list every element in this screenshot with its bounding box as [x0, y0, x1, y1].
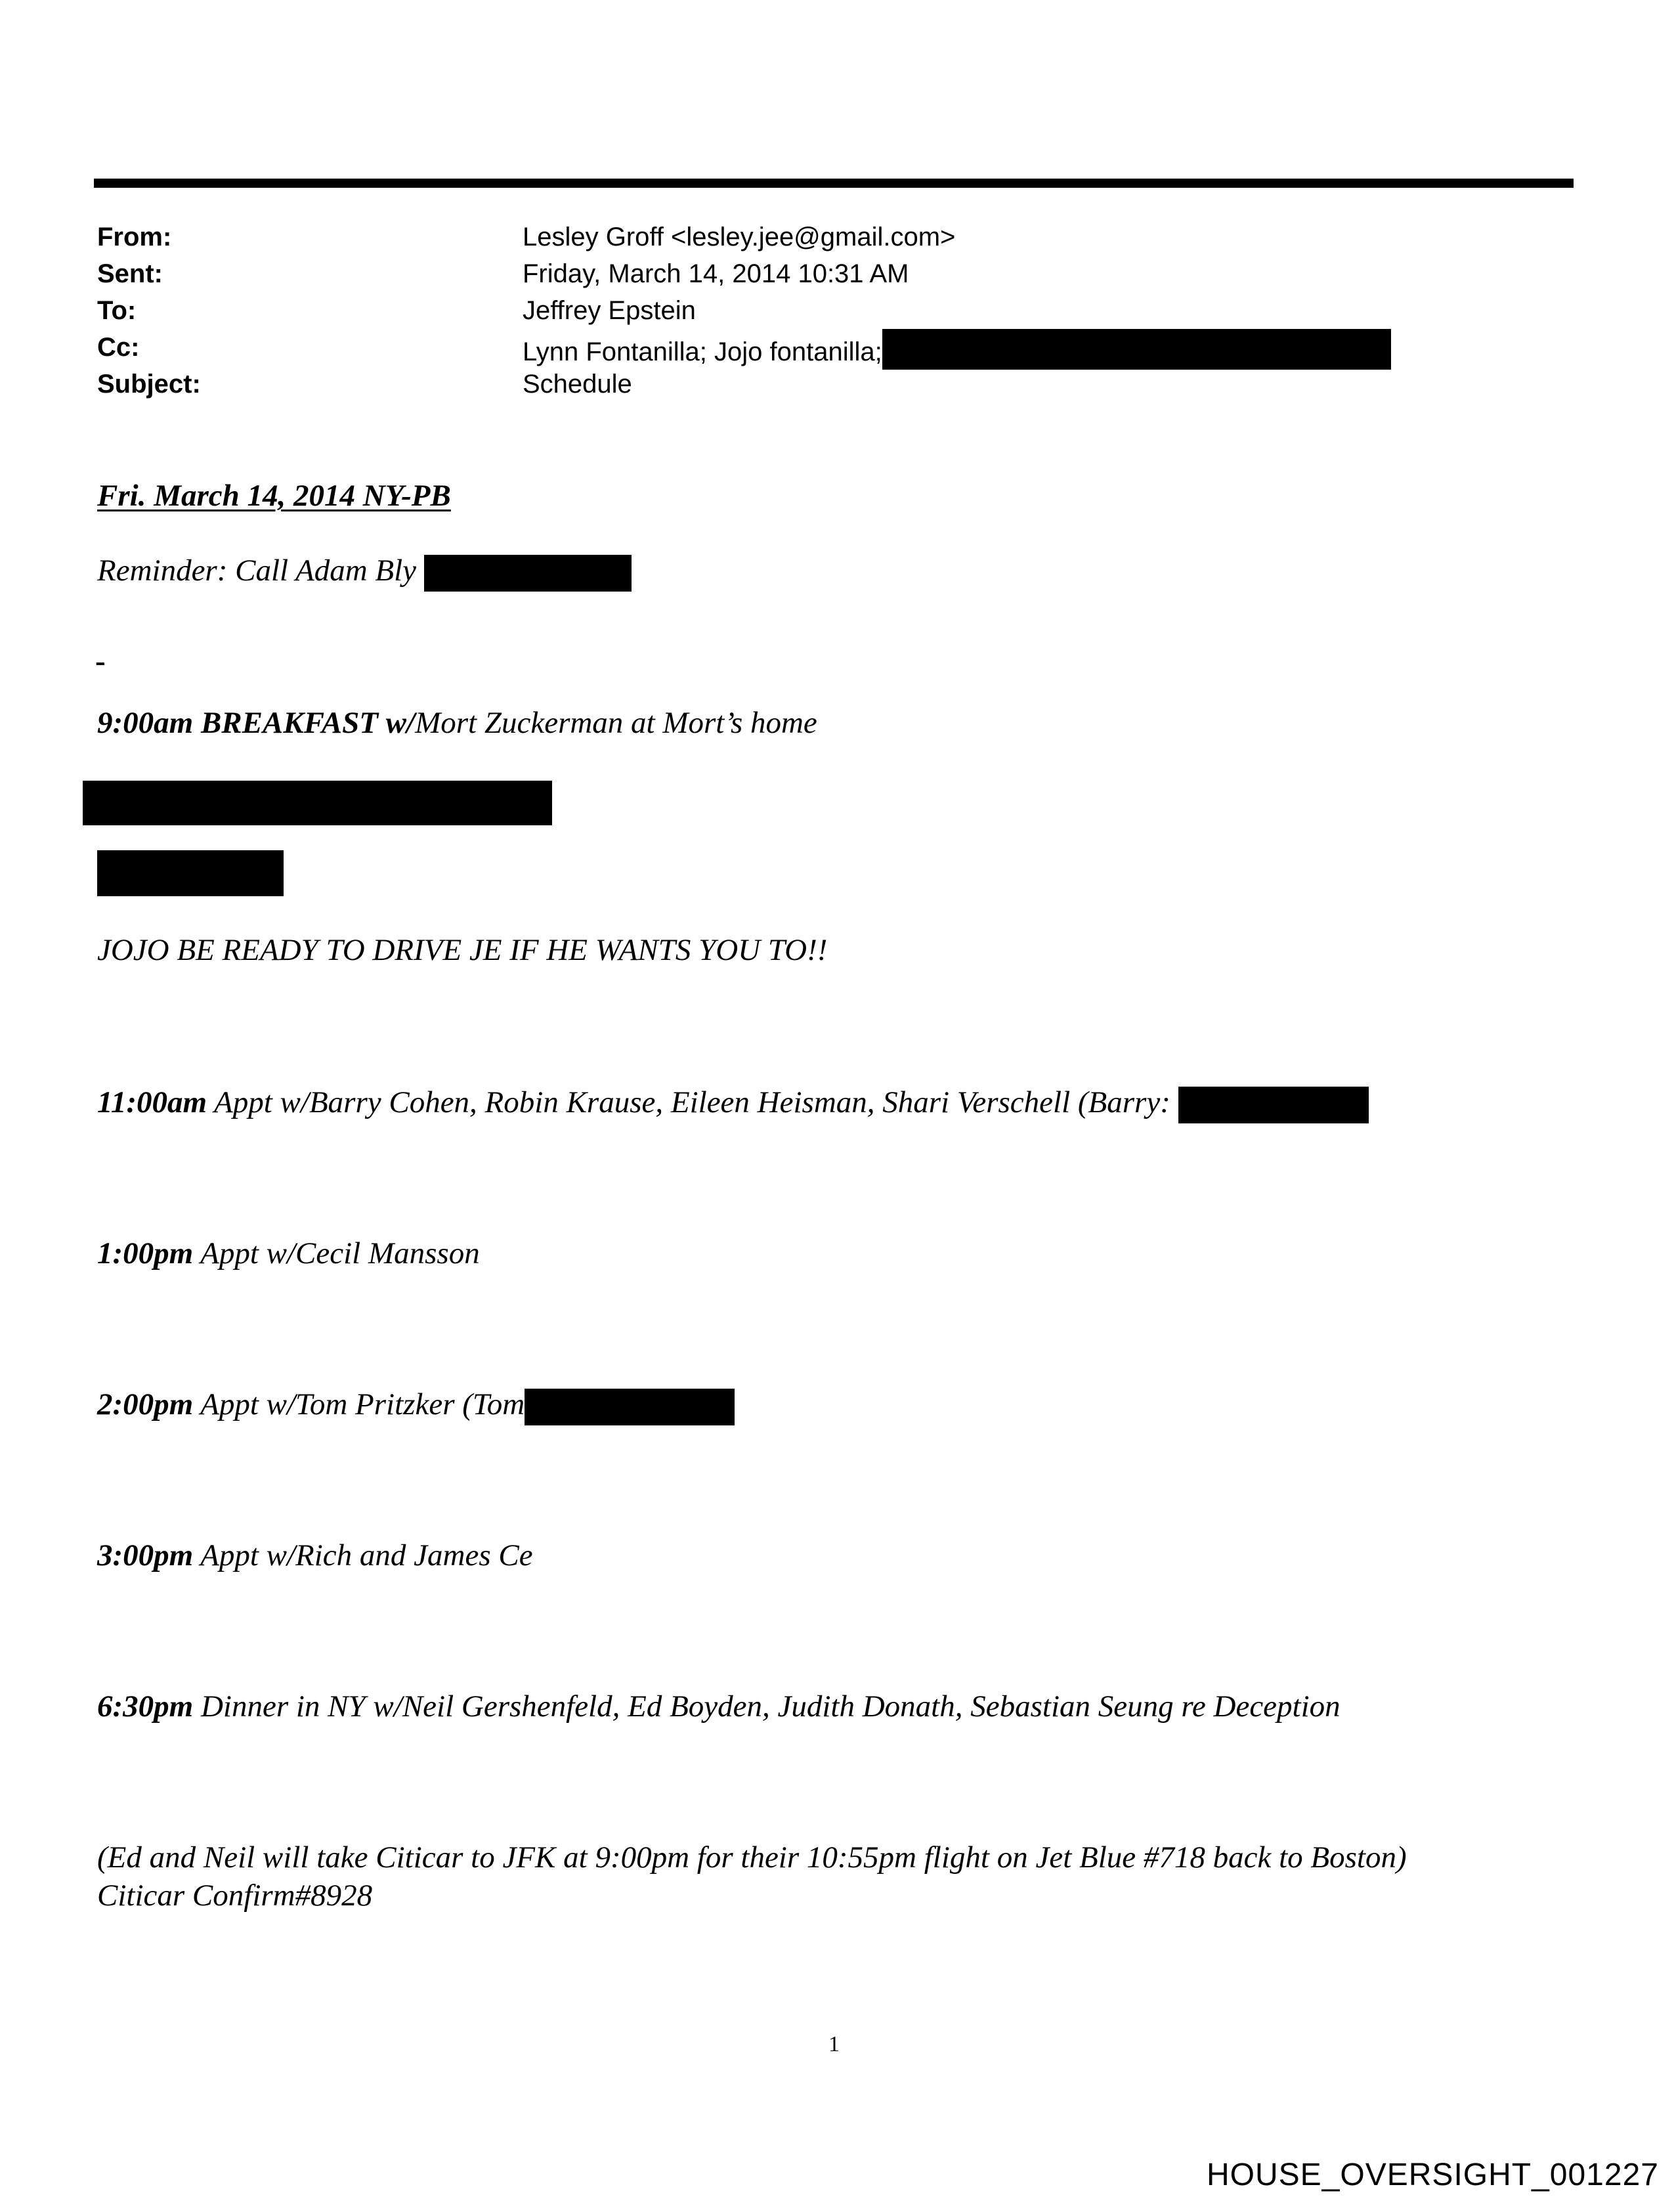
- bates-number: HOUSE_OVERSIGHT_001227: [1207, 2158, 1659, 2192]
- appt-200-line: [97, 1385, 735, 1425]
- appt-100-line: [97, 1234, 480, 1272]
- appt-1100-redaction: [1178, 1087, 1369, 1123]
- appt-100-time: 1:00pm: [97, 1236, 194, 1270]
- appt-300-time: 3:00pm: [97, 1538, 194, 1572]
- appt-1100-time: 11:00am: [97, 1085, 207, 1119]
- redaction-block-1: [83, 781, 552, 825]
- to-label: To:: [97, 296, 137, 325]
- subject-label: Subject:: [97, 370, 201, 399]
- sent-label: Sent:: [97, 259, 163, 288]
- appt-300-line: [97, 1536, 533, 1574]
- from-value: Lesley Groff <lesley.jee@gmail.com>: [523, 223, 956, 251]
- cc-redaction: [882, 329, 1391, 370]
- header-rule: [94, 179, 1574, 188]
- appt-200-time: 2:00pm: [97, 1387, 194, 1421]
- reminder-line: [97, 552, 632, 592]
- appt-300-detail: Appt w/Rich and James Ce: [193, 1538, 533, 1572]
- reminder-text: Reminder: Call Adam Bly: [97, 553, 417, 588]
- appt-100-detail: Appt w/Cecil Mansson: [193, 1236, 480, 1270]
- to-value: Jeffrey Epstein: [523, 296, 696, 325]
- redaction-block-2: [97, 850, 284, 896]
- date-heading: Fri. March 14, 2014 NY-PB: [97, 479, 451, 513]
- from-label: From:: [97, 223, 172, 251]
- dinner-detail: Dinner in NY w/Neil Gershenfeld, Ed Boyden, Judith Donath, Sebastian Seung re Deception: [193, 1689, 1341, 1724]
- dinner-time: 6:30pm: [97, 1689, 194, 1724]
- breakfast-time: 9:00am BREAKFAST w/: [97, 706, 416, 740]
- cc-label: Cc:: [97, 333, 140, 362]
- dash-line: -: [95, 644, 106, 678]
- cc-value: [523, 329, 1391, 370]
- reminder-redaction: [424, 555, 632, 592]
- page-number: 1: [828, 2032, 840, 2056]
- jojo-line: JOJO BE READY TO DRIVE JE IF HE WANTS YOU TO!!: [97, 933, 828, 967]
- appt-1100-detail: Appt w/Barry Cohen, Robin Krause, Eileen Heisman, Shari Verschell (Barry:: [207, 1085, 1178, 1119]
- appt-200-detail: Appt w/Tom Pritzker (Tom: [193, 1387, 525, 1421]
- sent-value: Friday, March 14, 2014 10:31 AM: [523, 259, 909, 288]
- breakfast-detail: Mort Zuckerman at Mort’s home: [415, 706, 817, 740]
- dinner-line: [97, 1687, 1341, 1725]
- appt-200-redaction: [525, 1389, 735, 1425]
- breakfast-line: [97, 704, 817, 742]
- subject-value: Schedule: [523, 370, 632, 399]
- note-line-1: (Ed and Neil will take Citicar to JFK at 9:00pm for their 10:55pm flight on Jet Blue #718 back to Boston): [97, 1840, 1407, 1875]
- cc-names: Lynn Fontanilla; Jojo fontanilla;: [523, 337, 882, 366]
- note-line-2: Citicar Confirm#8928: [97, 1878, 373, 1913]
- appt-1100-line: [97, 1083, 1369, 1123]
